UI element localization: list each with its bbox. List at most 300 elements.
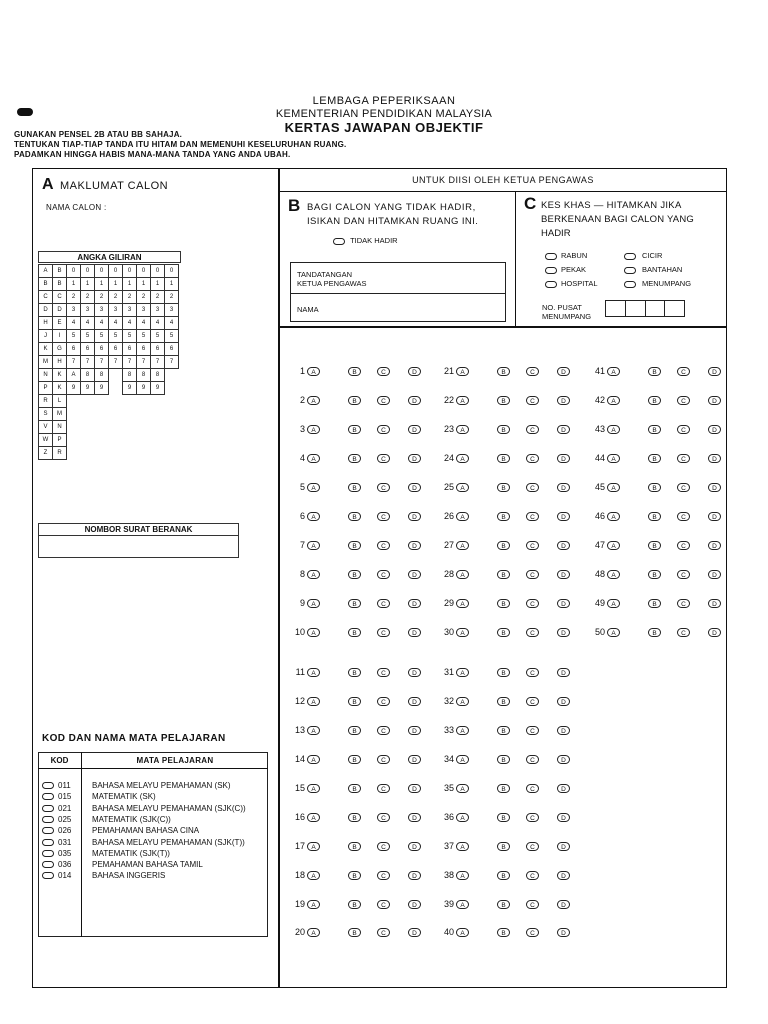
- answer-bubble-b[interactable]: B: [348, 928, 361, 937]
- answer-bubble-b[interactable]: B: [497, 367, 510, 376]
- answer-bubble-a[interactable]: A: [307, 726, 320, 735]
- answer-bubble-d[interactable]: D: [557, 396, 570, 405]
- answer-bubble-d[interactable]: D: [708, 454, 721, 463]
- answer-bubble-b[interactable]: B: [648, 512, 661, 521]
- pusat-boxes[interactable]: [605, 300, 685, 317]
- answer-bubble-c[interactable]: C: [526, 726, 539, 735]
- answer-bubble-b[interactable]: B: [648, 367, 661, 376]
- answer-bubble-c[interactable]: C: [377, 900, 390, 909]
- question-number: 25: [443, 482, 454, 492]
- answer-bubble-d[interactable]: D: [708, 512, 721, 521]
- answer-bubble-d[interactable]: D: [408, 628, 421, 637]
- subject-bubble[interactable]: [42, 861, 54, 868]
- answer-bubble-b[interactable]: B: [348, 755, 361, 764]
- answer-bubble-a[interactable]: A: [607, 396, 620, 405]
- bantahan-bubble[interactable]: [624, 267, 636, 274]
- answer-bubble-c[interactable]: C: [377, 396, 390, 405]
- question-row: [287, 696, 421, 706]
- pusat-box-4[interactable]: [665, 301, 684, 316]
- question-number: 47: [594, 540, 605, 550]
- question-row: [587, 453, 721, 463]
- answer-bubble-d[interactable]: D: [408, 842, 421, 851]
- answer-bubble-c[interactable]: C: [377, 454, 390, 463]
- question-number: 3: [299, 424, 305, 434]
- answer-bubble-a[interactable]: A: [456, 755, 469, 764]
- answer-bubble-a[interactable]: A: [307, 367, 320, 376]
- subject-row[interactable]: [42, 826, 199, 835]
- opt-hospital[interactable]: [545, 279, 598, 288]
- answer-bubble-d[interactable]: D: [557, 668, 570, 677]
- instruction-3: PADAMKAN HINGGA HABIS MANA-MANA TANDA YANG ANDA UBAH.: [14, 150, 291, 159]
- nama-calon-label: NAMA CALON :: [46, 203, 107, 212]
- opt-bantahan[interactable]: [624, 265, 682, 274]
- answer-bubble-d[interactable]: D: [408, 454, 421, 463]
- answer-bubble-d[interactable]: D: [408, 512, 421, 521]
- answer-bubble-d[interactable]: D: [708, 396, 721, 405]
- pusat-box-3[interactable]: [646, 301, 666, 316]
- answer-bubble-a[interactable]: A: [307, 755, 320, 764]
- answer-bubble-a[interactable]: A: [456, 599, 469, 608]
- subject-name: BAHASA MELAYU PEMAHAMAN (SJK(C)): [92, 803, 246, 813]
- answer-bubble-a[interactable]: A: [456, 512, 469, 521]
- answer-bubble-a[interactable]: A: [607, 454, 620, 463]
- answer-bubble-c[interactable]: C: [677, 454, 690, 463]
- question-number: 40: [443, 927, 454, 937]
- subject-bubble[interactable]: [42, 816, 54, 823]
- hospital-label: HOSPITAL: [561, 279, 598, 288]
- answer-bubble-c[interactable]: C: [526, 871, 539, 880]
- answer-bubble-a[interactable]: A: [456, 668, 469, 677]
- answer-bubble-b[interactable]: B: [348, 396, 361, 405]
- subject-bubble[interactable]: [42, 805, 54, 812]
- answer-bubble-b[interactable]: B: [348, 541, 361, 550]
- answer-bubble-d[interactable]: D: [408, 668, 421, 677]
- answer-bubble-a[interactable]: A: [456, 396, 469, 405]
- answer-bubble-d[interactable]: D: [408, 871, 421, 880]
- question-row: [287, 453, 421, 463]
- answer-bubble-b[interactable]: B: [348, 454, 361, 463]
- menumpang-label: MENUMPANG: [642, 279, 692, 288]
- answer-bubble-d[interactable]: D: [557, 842, 570, 851]
- subject-name: PEMAHAMAN BAHASA CINA: [92, 826, 200, 836]
- answer-bubble-a[interactable]: A: [607, 425, 620, 434]
- answer-bubble-b[interactable]: B: [648, 599, 661, 608]
- answer-bubble-b[interactable]: B: [348, 813, 361, 822]
- answer-bubble-c[interactable]: C: [677, 425, 690, 434]
- answer-bubble-b[interactable]: B: [497, 512, 510, 521]
- answer-bubble-b[interactable]: B: [348, 726, 361, 735]
- answer-bubble-b[interactable]: B: [348, 512, 361, 521]
- question-row: [436, 725, 570, 735]
- answer-bubble-c[interactable]: C: [526, 755, 539, 764]
- question-number: 26: [443, 511, 454, 521]
- answer-bubble-d[interactable]: D: [408, 541, 421, 550]
- answer-bubble-d[interactable]: D: [557, 697, 570, 706]
- question-number: 21: [443, 366, 454, 376]
- question-row: [436, 511, 570, 521]
- question-number: 5: [299, 482, 305, 492]
- answer-bubble-d[interactable]: D: [557, 755, 570, 764]
- answer-bubble-a[interactable]: A: [456, 842, 469, 851]
- answer-bubble-d[interactable]: D: [408, 900, 421, 909]
- answer-bubble-a[interactable]: A: [607, 483, 620, 492]
- subject-name: MATEMATIK (SK): [92, 792, 156, 802]
- answer-bubble-c[interactable]: C: [377, 628, 390, 637]
- question-number: 19: [294, 899, 305, 909]
- pekak-bubble[interactable]: [545, 267, 557, 274]
- question-row: [436, 395, 570, 405]
- opt-menumpang[interactable]: [624, 279, 691, 288]
- question-row: [287, 783, 421, 793]
- answer-bubble-a[interactable]: A: [607, 628, 620, 637]
- question-number: 49: [594, 598, 605, 608]
- answer-bubble-d[interactable]: D: [557, 813, 570, 822]
- answer-bubble-b[interactable]: B: [497, 900, 510, 909]
- answer-bubble-b[interactable]: B: [497, 697, 510, 706]
- answer-bubble-d[interactable]: D: [408, 928, 421, 937]
- subject-row[interactable]: [42, 871, 165, 880]
- answer-bubble-d[interactable]: D: [557, 367, 570, 376]
- answer-bubble-a[interactable]: A: [456, 425, 469, 434]
- question-number: 44: [594, 453, 605, 463]
- answer-bubble-b[interactable]: B: [648, 541, 661, 550]
- question-number: 34: [443, 754, 454, 764]
- answer-bubble-a[interactable]: A: [607, 512, 620, 521]
- answer-bubble-c[interactable]: C: [377, 928, 390, 937]
- subject-row[interactable]: [42, 860, 203, 869]
- answer-bubble-b[interactable]: B: [497, 842, 510, 851]
- answer-bubble-d[interactable]: D: [557, 726, 570, 735]
- answer-bubble-a[interactable]: A: [456, 928, 469, 937]
- answer-bubble-d[interactable]: D: [557, 512, 570, 521]
- subject-code: 014: [58, 871, 72, 881]
- menumpang-bubble[interactable]: [624, 281, 636, 288]
- question-row: [436, 569, 570, 579]
- answer-bubble-d[interactable]: D: [408, 570, 421, 579]
- question-row: [287, 569, 421, 579]
- answer-bubble-b[interactable]: B: [497, 726, 510, 735]
- answer-bubble-a[interactable]: A: [607, 541, 620, 550]
- answer-bubble-b[interactable]: B: [648, 628, 661, 637]
- answer-bubble-d[interactable]: D: [708, 628, 721, 637]
- answer-bubble-b[interactable]: B: [348, 483, 361, 492]
- answer-bubble-c[interactable]: C: [377, 726, 390, 735]
- answer-bubble-c[interactable]: C: [526, 628, 539, 637]
- answer-bubble-c[interactable]: C: [377, 599, 390, 608]
- answer-bubble-a[interactable]: A: [456, 541, 469, 550]
- answer-bubble-c[interactable]: C: [526, 784, 539, 793]
- answer-bubble-d[interactable]: D: [708, 570, 721, 579]
- answer-bubble-d[interactable]: D: [408, 396, 421, 405]
- answer-bubble-b[interactable]: B: [497, 871, 510, 880]
- answer-bubble-a[interactable]: A: [307, 628, 320, 637]
- answer-bubble-b[interactable]: B: [348, 842, 361, 851]
- answer-bubble-b[interactable]: B: [497, 396, 510, 405]
- answer-bubble-a[interactable]: A: [307, 570, 320, 579]
- answer-bubble-a[interactable]: A: [456, 570, 469, 579]
- answer-bubble-a[interactable]: A: [456, 784, 469, 793]
- answer-bubble-a[interactable]: A: [307, 842, 320, 851]
- answer-bubble-b[interactable]: B: [648, 454, 661, 463]
- question-number: 42: [594, 395, 605, 405]
- answer-bubble-d[interactable]: D: [557, 871, 570, 880]
- answer-bubble-c[interactable]: C: [526, 541, 539, 550]
- answer-bubble-d[interactable]: D: [557, 784, 570, 793]
- answer-bubble-a[interactable]: A: [307, 813, 320, 822]
- answer-bubble-c[interactable]: C: [377, 668, 390, 677]
- question-number: 10: [294, 627, 305, 637]
- answer-bubble-d[interactable]: D: [408, 813, 421, 822]
- answer-bubble-a[interactable]: A: [307, 900, 320, 909]
- answer-bubble-d[interactable]: D: [557, 599, 570, 608]
- answer-bubble-a[interactable]: A: [607, 570, 620, 579]
- subject-row[interactable]: [42, 849, 170, 858]
- answer-bubble-c[interactable]: C: [377, 425, 390, 434]
- answer-bubble-d[interactable]: D: [708, 599, 721, 608]
- opt-cicir[interactable]: [624, 251, 662, 260]
- answer-bubble-a[interactable]: A: [307, 483, 320, 492]
- answer-bubble-d[interactable]: D: [708, 367, 721, 376]
- answer-bubble-d[interactable]: D: [408, 697, 421, 706]
- section-a-title: MAKLUMAT CALON: [60, 180, 169, 192]
- question-number: 23: [443, 424, 454, 434]
- section-c-letter: C: [524, 194, 537, 213]
- answer-bubble-c[interactable]: C: [677, 628, 690, 637]
- answer-bubble-d[interactable]: D: [557, 900, 570, 909]
- answer-bubble-a[interactable]: A: [307, 871, 320, 880]
- answer-bubble-c[interactable]: C: [526, 697, 539, 706]
- opt-rabun[interactable]: [545, 251, 587, 260]
- answer-bubble-b[interactable]: B: [648, 425, 661, 434]
- pusat-box-2[interactable]: [626, 301, 646, 316]
- question-row: [287, 540, 421, 550]
- tidak-hadir-bubble[interactable]: [333, 238, 345, 245]
- answer-bubble-a[interactable]: A: [307, 668, 320, 677]
- answer-bubble-c[interactable]: C: [377, 784, 390, 793]
- answer-bubble-b[interactable]: B: [348, 367, 361, 376]
- question-row: [287, 598, 421, 608]
- subject-bubble[interactable]: [42, 872, 54, 879]
- answer-bubble-a[interactable]: A: [456, 367, 469, 376]
- answer-bubble-c[interactable]: C: [377, 483, 390, 492]
- answer-bubble-c[interactable]: C: [677, 599, 690, 608]
- answer-bubble-b[interactable]: B: [348, 570, 361, 579]
- subject-bubble[interactable]: [42, 839, 54, 846]
- answer-bubble-b[interactable]: B: [648, 396, 661, 405]
- answer-bubble-b[interactable]: B: [497, 570, 510, 579]
- answer-bubble-c[interactable]: C: [526, 483, 539, 492]
- answer-bubble-b[interactable]: B: [497, 599, 510, 608]
- answer-bubble-c[interactable]: C: [526, 512, 539, 521]
- answer-bubble-a[interactable]: A: [307, 697, 320, 706]
- question-row: [587, 424, 721, 434]
- answer-bubble-b[interactable]: B: [348, 599, 361, 608]
- question-number: 22: [443, 395, 454, 405]
- answer-bubble-a[interactable]: A: [456, 697, 469, 706]
- answer-bubble-d[interactable]: D: [408, 599, 421, 608]
- answer-bubble-b[interactable]: B: [497, 813, 510, 822]
- answer-bubble-b[interactable]: B: [348, 697, 361, 706]
- nama-box[interactable]: [290, 294, 506, 322]
- answer-bubble-b[interactable]: B: [497, 628, 510, 637]
- answer-bubble-b[interactable]: B: [497, 784, 510, 793]
- answer-bubble-c[interactable]: C: [377, 367, 390, 376]
- answer-bubble-a[interactable]: A: [456, 454, 469, 463]
- question-row: [587, 482, 721, 492]
- answer-bubble-d[interactable]: D: [557, 628, 570, 637]
- answer-bubble-b[interactable]: B: [348, 871, 361, 880]
- answer-bubble-c[interactable]: C: [377, 541, 390, 550]
- answer-bubble-b[interactable]: B: [497, 425, 510, 434]
- pusat-box-1[interactable]: [606, 301, 626, 316]
- opt-pekak[interactable]: [545, 265, 586, 274]
- answer-bubble-c[interactable]: C: [526, 396, 539, 405]
- answer-bubble-c[interactable]: C: [377, 842, 390, 851]
- answer-bubble-c[interactable]: C: [377, 570, 390, 579]
- answer-bubble-d[interactable]: D: [708, 483, 721, 492]
- question-row: [436, 696, 570, 706]
- answer-bubble-c[interactable]: C: [526, 900, 539, 909]
- subject-title: KOD DAN NAMA MATA PELAJARAN: [42, 733, 226, 744]
- answer-bubble-c[interactable]: C: [377, 512, 390, 521]
- question-number: 18: [294, 870, 305, 880]
- answer-bubble-a[interactable]: A: [307, 512, 320, 521]
- question-number: 41: [594, 366, 605, 376]
- subject-row[interactable]: [42, 815, 171, 824]
- answer-bubble-b[interactable]: B: [648, 483, 661, 492]
- answer-bubble-a[interactable]: A: [456, 813, 469, 822]
- answer-bubble-b[interactable]: B: [497, 541, 510, 550]
- answer-bubble-b[interactable]: B: [348, 668, 361, 677]
- answer-bubble-d[interactable]: D: [557, 454, 570, 463]
- answer-bubble-d[interactable]: D: [708, 425, 721, 434]
- question-number: 7: [299, 540, 305, 550]
- answer-bubble-c[interactable]: C: [677, 541, 690, 550]
- subject-bubble[interactable]: [42, 827, 54, 834]
- answer-bubble-c[interactable]: C: [526, 425, 539, 434]
- answer-bubble-b[interactable]: B: [497, 928, 510, 937]
- question-number: 31: [443, 667, 454, 677]
- answer-bubble-a[interactable]: A: [307, 396, 320, 405]
- answer-bubble-c[interactable]: C: [377, 813, 390, 822]
- answer-bubble-d[interactable]: D: [408, 425, 421, 434]
- answer-bubble-d[interactable]: D: [557, 483, 570, 492]
- nombor-surat-field[interactable]: [38, 536, 239, 558]
- answer-bubble-a[interactable]: A: [607, 599, 620, 608]
- answer-bubble-a[interactable]: A: [456, 726, 469, 735]
- answer-bubble-c[interactable]: C: [677, 483, 690, 492]
- answer-bubble-d[interactable]: D: [408, 784, 421, 793]
- question-number: 17: [294, 841, 305, 851]
- subject-row[interactable]: [42, 792, 156, 801]
- answer-bubble-d[interactable]: D: [408, 367, 421, 376]
- answer-bubble-a[interactable]: A: [307, 454, 320, 463]
- answer-bubble-a[interactable]: A: [456, 483, 469, 492]
- subject-row[interactable]: [42, 804, 246, 813]
- answer-bubble-b[interactable]: B: [497, 668, 510, 677]
- answer-bubble-c[interactable]: C: [677, 570, 690, 579]
- question-number: 16: [294, 812, 305, 822]
- answer-bubble-b[interactable]: B: [348, 425, 361, 434]
- answer-bubble-d[interactable]: D: [557, 928, 570, 937]
- answer-bubble-a[interactable]: A: [307, 599, 320, 608]
- answer-bubble-b[interactable]: B: [648, 570, 661, 579]
- answer-bubble-b[interactable]: B: [348, 900, 361, 909]
- section-c-text-3: HADIR: [541, 228, 571, 239]
- subject-bubble[interactable]: [42, 782, 54, 789]
- answer-bubble-c[interactable]: C: [377, 755, 390, 764]
- question-row: [287, 927, 421, 937]
- question-row: [436, 754, 570, 764]
- rabun-bubble[interactable]: [545, 253, 557, 260]
- question-row: [436, 598, 570, 608]
- answer-bubble-a[interactable]: A: [307, 425, 320, 434]
- answer-bubble-a[interactable]: A: [307, 541, 320, 550]
- answer-bubble-c[interactable]: C: [526, 842, 539, 851]
- answer-bubble-c[interactable]: C: [526, 454, 539, 463]
- answer-bubble-a[interactable]: A: [456, 900, 469, 909]
- answer-bubble-c[interactable]: C: [526, 813, 539, 822]
- angka-giliran-grid[interactable]: A B 0 0 0 0 0 0 0 0 B B 1 1 1 1 1 1 1 1 C C 2 2 2 2 2 2 2 2 D D 3 3 3 3 3 3 3 3 H E 4 4 4 4 4 4 4 4 J I 5 5 5 5 5 5 5 5 K G 6 6 6 6 6 6 6 6 M H 7 7 7 7 7 7 7 7 N K A 8 8 8 8 8 P K 9 9 9 9 9 9 R L S M V N W P Z R: [38, 264, 179, 460]
- answer-bubble-d[interactable]: D: [557, 570, 570, 579]
- pekak-label: PEKAK: [561, 265, 587, 274]
- answer-bubble-b[interactable]: B: [497, 483, 510, 492]
- answer-bubble-c[interactable]: C: [677, 512, 690, 521]
- answer-bubble-b[interactable]: B: [348, 784, 361, 793]
- answer-bubble-b[interactable]: B: [497, 454, 510, 463]
- cicir-bubble[interactable]: [624, 253, 636, 260]
- answer-bubble-b[interactable]: B: [348, 628, 361, 637]
- tidak-hadir-option[interactable]: [333, 236, 398, 245]
- subject-bubble[interactable]: [42, 850, 54, 857]
- question-row: [587, 540, 721, 550]
- answer-bubble-c[interactable]: C: [677, 367, 690, 376]
- answer-bubble-d[interactable]: D: [408, 755, 421, 764]
- answer-bubble-b[interactable]: B: [497, 755, 510, 764]
- answer-bubble-a[interactable]: A: [456, 871, 469, 880]
- subject-row[interactable]: [42, 838, 245, 847]
- answer-bubble-c[interactable]: C: [526, 599, 539, 608]
- answer-bubble-c[interactable]: C: [377, 871, 390, 880]
- question-row: [287, 841, 421, 851]
- instruction-1: GUNAKAN PENSEL 2B ATAU BB SAHAJA.: [14, 130, 183, 139]
- answer-bubble-d[interactable]: D: [408, 483, 421, 492]
- subject-row[interactable]: [42, 781, 231, 790]
- question-number: 37: [443, 841, 454, 851]
- question-row: [287, 899, 421, 909]
- answer-bubble-d[interactable]: D: [708, 541, 721, 550]
- answer-bubble-a[interactable]: A: [456, 628, 469, 637]
- answer-bubble-a[interactable]: A: [607, 367, 620, 376]
- answer-bubble-a[interactable]: A: [307, 784, 320, 793]
- hospital-bubble[interactable]: [545, 281, 557, 288]
- answer-bubble-c[interactable]: C: [526, 570, 539, 579]
- ketua-title: UNTUK DIISI OLEH KETUA PENGAWAS: [412, 175, 594, 185]
- answer-bubble-d[interactable]: D: [557, 541, 570, 550]
- answer-bubble-c[interactable]: C: [526, 367, 539, 376]
- answer-bubble-d[interactable]: D: [557, 425, 570, 434]
- question-row: [287, 667, 421, 677]
- question-row: [436, 870, 570, 880]
- answer-bubble-d[interactable]: D: [408, 726, 421, 735]
- answer-bubble-a[interactable]: A: [307, 928, 320, 937]
- bantahan-label: BANTAHAN: [642, 265, 683, 274]
- answer-bubble-c[interactable]: C: [526, 928, 539, 937]
- subject-bubble[interactable]: [42, 793, 54, 800]
- answer-bubble-c[interactable]: C: [526, 668, 539, 677]
- answer-bubble-c[interactable]: C: [677, 396, 690, 405]
- answer-bubble-c[interactable]: C: [377, 697, 390, 706]
